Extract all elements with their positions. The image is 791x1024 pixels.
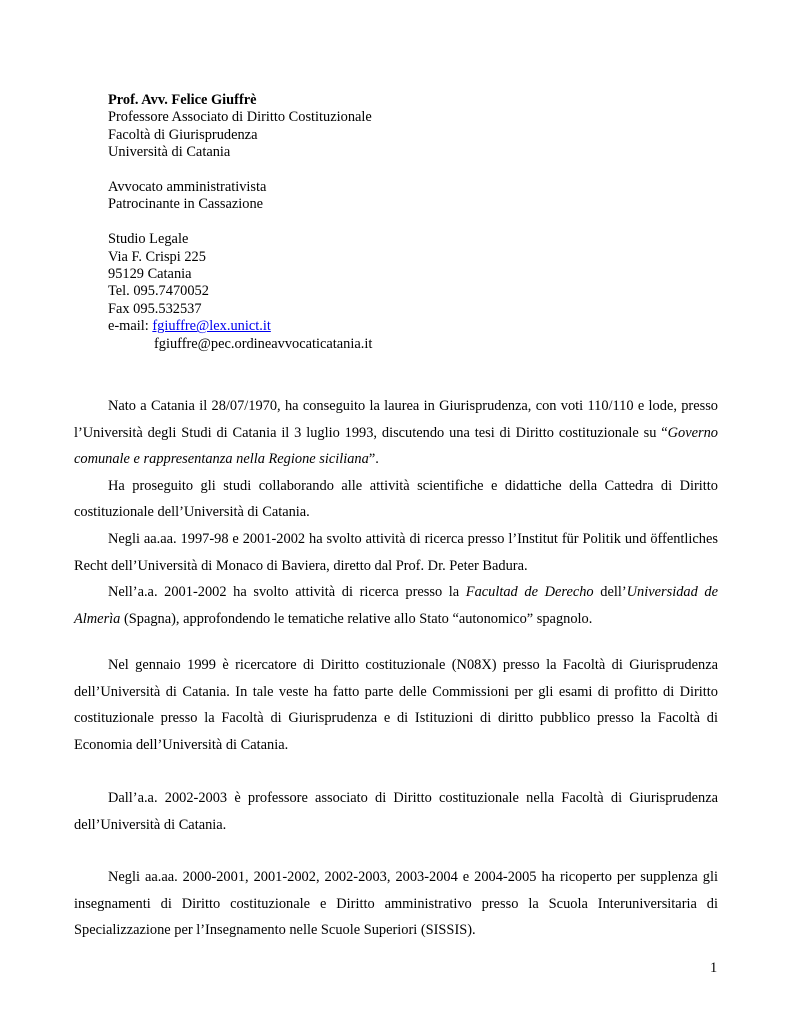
author-profession-2: Patrocinante in Cassazione [108, 196, 264, 213]
italic-text: Universidad de Almerìa [74, 584, 719, 627]
text-run: dell’ [593, 584, 627, 601]
author-role: Professore Associato di Diritto Costituzionale [108, 109, 372, 126]
studio-city: 95129 Catania [108, 266, 192, 283]
paragraph-teaching: Negli aa.aa. 2000-2001, 2001-2002, 2002-2003, 2003-2004 e 2004-2005 ha ricoperto per supplenza gli insegnamenti di Diritto costituzionale e Diritto amministrativo presso la Scuola Interuniversitaria di Specializzazione per l’Insegnamento nelle Scuole Superiori (SISSIS). [74, 869, 718, 939]
author-name: Prof. Avv. Felice Giuffrè [108, 92, 257, 108]
author-university: Università di Catania [108, 144, 231, 161]
spacer [108, 162, 372, 179]
biography-section-3 [74, 785, 718, 838]
author-profession: Avvocato amministrativista [108, 179, 267, 196]
spacer [108, 214, 372, 231]
pec-email: fgiuffre@pec.ordineavvocaticatania.it [154, 335, 373, 352]
email-line [108, 318, 372, 335]
paragraph-studies: Ha proseguito gli studi collaborando alle attività scientifiche e didattiche della Cattedra di Diritto costituzionale dell’Università di Catania. [74, 477, 718, 521]
thesis-title: Governo comunale e rappresentanza nella Regione siciliana [74, 424, 718, 468]
paragraph-researcher: Nel gennaio 1999 è ricercatore di Diritto costituzionale (N08X) presso la Facoltà di Giurisprudenza dell’Università di Catania. In tale veste ha fatto parte delle Commissioni per gli esami di profitto di Diritto costituzionale presso la Facoltà di Giurisprudenza e di Istituzioni di diritto pubblico presso la Facoltà di Economia dell’Università di Catania. [74, 657, 718, 753]
studio-street: Via F. Crispi 225 [108, 248, 206, 265]
paragraph-munich: Negli aa.aa. 1997-98 e 2001-2002 ha svolto attività di ricerca presso l’Institut für Politik und öffentliches Recht dell’Università di Monaco di Baviera, diretto dal Prof. Dr. Peter Badura. [74, 530, 718, 574]
paragraph-education [74, 393, 718, 473]
email-link[interactable]: fgiuffre@lex.unict.it [152, 318, 271, 335]
text-run: (Spagna), approfondendo le tematiche relative allo Stato “autonomico” spagnolo. [120, 610, 593, 627]
text-run: ”. [368, 451, 379, 468]
email-label: e-mail: [108, 318, 153, 335]
studio-tel: Tel. 095.7470052 [108, 283, 209, 300]
paragraph-almeria [74, 579, 718, 632]
biography-section-1 [74, 393, 718, 632]
studio-fax: Fax 095.532537 [108, 300, 202, 317]
text-run: Nell’a.a. 2001-2002 ha svolto attività di ricerca presso la [108, 584, 466, 601]
studio-name: Studio Legale [108, 231, 189, 248]
page-number: 1 [710, 960, 718, 976]
biography-section-4 [74, 864, 718, 944]
author-faculty: Facoltà di Giurisprudenza [108, 126, 258, 143]
biography-section-2 [74, 652, 718, 758]
text-run: Nato a Catania il 28/07/1970, ha conseguito la laurea in Giurisprudenza, con voti 110/110 e lode, presso l’Università degli Studi di Catania il 3 luglio 1993, discutendo una tesi di Diritto costituzionale su “ [74, 398, 718, 441]
letterhead [108, 92, 372, 353]
italic-text: Facultad de Derecho [465, 584, 594, 601]
paragraph-associate: Dall’a.a. 2002-2003 è professore associato di Diritto costituzionale nella Facoltà di Giurisprudenza dell’Università di Catania. [74, 790, 718, 833]
